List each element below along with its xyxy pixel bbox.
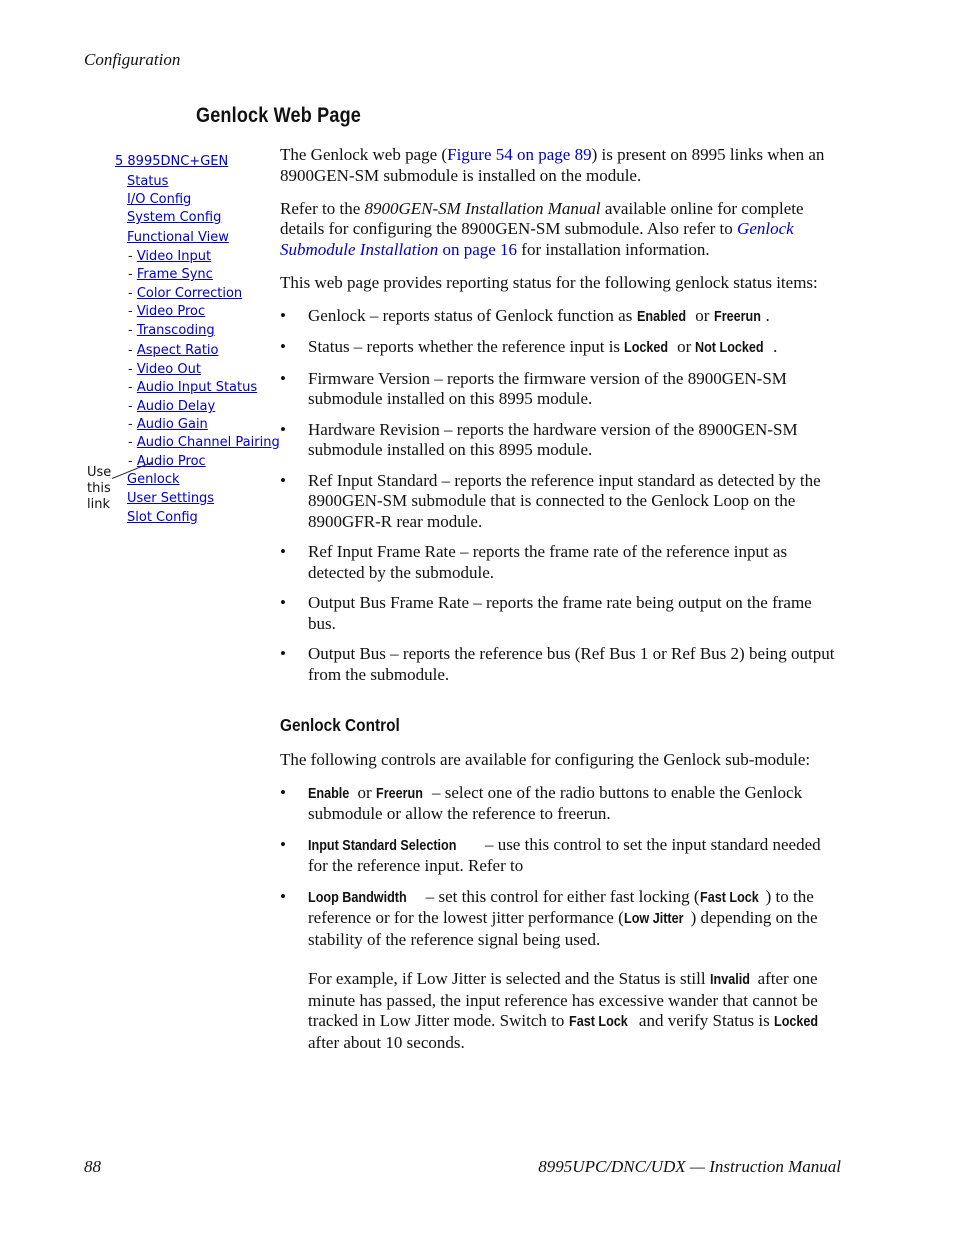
- main-content: [280, 145, 840, 1066]
- list-item: • Firmware Version – reports the firmware version of the 8900GEN-SM submodule installed on this 8995 module.: [280, 368, 787, 408]
- status-items-list: [280, 306, 840, 686]
- nav-item: [127, 230, 229, 246]
- nav-item-dash: -: [128, 380, 137, 395]
- nav-item: [128, 362, 201, 378]
- nav-link[interactable]: Genlock: [127, 472, 180, 487]
- nav-item-dash: -: [128, 399, 137, 414]
- list-item: • Enable or Freerun – select one of the radio buttons to enable the Genlock submodule or allow the reference to freerun.: [280, 782, 803, 823]
- nav-item: [115, 154, 228, 170]
- nav-link[interactable]: Aspect Ratio: [136, 343, 219, 358]
- nav-item: [128, 435, 280, 451]
- list-item: • Output Bus – reports the reference bus (Ref Bus 1 or Ref Bus 2) being output from the submodule.: [280, 644, 835, 684]
- list-item: • Ref Input Frame Rate – reports the frame rate of the reference input as detected by the submodule.: [280, 542, 788, 582]
- nav-link[interactable]: Video Proc: [136, 304, 206, 319]
- nav-item: [128, 304, 205, 320]
- nav-item: [128, 286, 242, 302]
- genlock-control-intro: The following controls are available for configuring the Genlock sub-module:: [280, 749, 811, 769]
- nav-item: [128, 399, 215, 415]
- intro-paragraph-3: This web page provides reporting status for the following genlock status items:: [280, 272, 818, 292]
- callout-line-2: this: [87, 481, 111, 496]
- nav-item-dash: -: [128, 362, 137, 377]
- nav-link[interactable]: I/O Config: [127, 192, 192, 207]
- nav-link[interactable]: System Config: [127, 210, 222, 225]
- nav-item-dash: -: [128, 249, 137, 264]
- nav-link[interactable]: Audio Channel Pairing: [136, 435, 280, 450]
- nav-item-dash: -: [128, 323, 137, 338]
- nav-item: [128, 454, 206, 470]
- nav-link[interactable]: Audio Delay: [136, 399, 216, 414]
- nav-item-dash: -: [128, 286, 137, 301]
- nav-item: [128, 343, 219, 359]
- list-item: • Genlock – reports status of Genlock function as Enabled or Freerun .: [280, 305, 770, 325]
- controls-list: [280, 783, 840, 951]
- nav-item: [127, 491, 214, 507]
- list-item: • Input Standard Selection – use this control to set the input standard needed for the reference input. Refer to: [280, 834, 821, 875]
- nav-item-dash: -: [128, 435, 137, 450]
- intro-paragraph-2: Refer to the 8900GEN-SM Installation Manual available online for complete details for configuring the 8900GEN-SM submodule. Also refer to Genlock Submodule Installation on page 16 for installation information.: [280, 198, 804, 259]
- list-item: • Status – reports whether the reference input is Locked or Not Locked .: [280, 337, 778, 356]
- list-item: • Loop Bandwidth – set this control for either fast locking (Fast Lock ) to the reference or for the lowest jitter performance (Low Jitter ) depending on the stability of the reference signal being used.: [280, 886, 818, 949]
- figure-54-link[interactable]: Figure 54 on page 89: [447, 145, 592, 164]
- list-item: • Output Bus Frame Rate – reports the frame rate being output on the frame bus.: [280, 593, 812, 633]
- nav-link[interactable]: User Settings: [127, 491, 215, 506]
- nav-item: [127, 210, 221, 226]
- callout-line-3: link: [87, 497, 110, 512]
- genlock-submodule-installation-link[interactable]: Genlock Submodule Installation on page 16: [280, 219, 794, 259]
- use-this-link-callout: [87, 465, 111, 513]
- nav-item-dash: -: [128, 343, 137, 358]
- section-title: Genlock Web Page: [196, 104, 362, 127]
- nav-link[interactable]: Functional View: [127, 230, 229, 245]
- nav-link[interactable]: Audio Proc: [136, 454, 206, 469]
- nav-item: [127, 510, 198, 526]
- running-head: Configuration: [84, 50, 181, 69]
- nav-link[interactable]: Transcoding: [136, 323, 215, 338]
- nav-link[interactable]: Slot Config: [127, 510, 198, 525]
- nav-item-dash: -: [128, 304, 137, 319]
- genlock-control-heading: Genlock Control: [280, 715, 400, 735]
- nav-item-dash: -: [128, 417, 137, 432]
- nav-link[interactable]: Status: [127, 174, 169, 189]
- nav-item-dash: -: [128, 454, 137, 469]
- nav-item: [128, 380, 257, 396]
- nav-link[interactable]: Video Input: [136, 249, 212, 264]
- nav-link[interactable]: Audio Gain: [136, 417, 208, 432]
- nav-item-dash: -: [128, 267, 137, 282]
- callout-line-1: Use: [87, 465, 112, 480]
- page-number: 88: [84, 1157, 101, 1176]
- example-paragraph: For example, if Low Jitter is selected and the Status is still Invalid after one minute has passed, the input reference has excessive wander that cannot be tracked in Low Jitter mode. Switch to Fast Lock and verify Status is Locked after about 10 seconds.: [308, 969, 819, 1052]
- nav-item: [128, 323, 215, 339]
- nav-link[interactable]: Video Out: [136, 362, 201, 377]
- nav-link[interactable]: Audio Input Status: [136, 380, 258, 395]
- nav-link[interactable]: Color Correction: [136, 286, 243, 301]
- nav-item: [127, 472, 180, 488]
- nav-item: [127, 174, 168, 190]
- nav-item: [128, 417, 208, 433]
- list-item: • Ref Input Standard – reports the reference input standard as detected by the 8900GEN-SM submodule that is connected to the Genlock Loop on the 8900GFR-R rear module.: [280, 470, 821, 531]
- nav-link[interactable]: Frame Sync: [136, 267, 213, 282]
- nav-item: [128, 267, 213, 283]
- nav-link[interactable]: 5 8995DNC+GEN: [115, 154, 229, 169]
- intro-paragraph-1: The Genlock web page (Figure 54 on page 89) is present on 8995 links when an 8900GEN-SM submodule is installed on the module.: [280, 145, 825, 185]
- nav-item: [128, 249, 211, 265]
- manual-title: 8995UPC/DNC/UDX — Instruction Manual: [538, 1157, 841, 1176]
- nav-item: [127, 192, 191, 208]
- list-item: • Hardware Revision – reports the hardware version of the 8900GEN-SM submodule installed on this 8995 module.: [280, 419, 798, 459]
